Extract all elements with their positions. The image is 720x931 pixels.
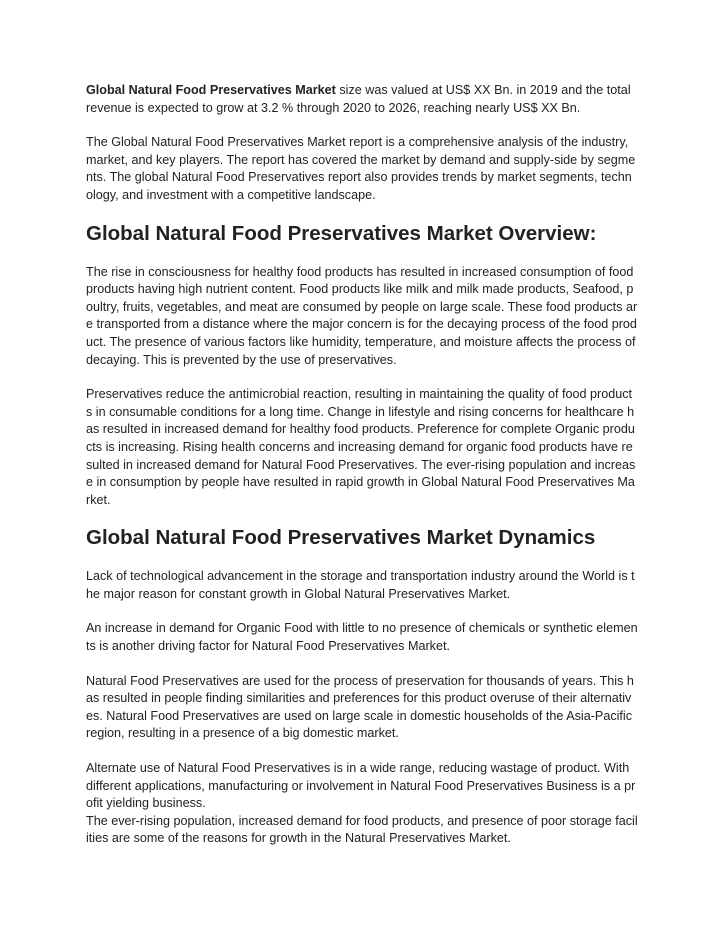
- overview-paragraph-2: Preservatives reduce the antimicrobial reaction, resulting in maintaining the quality of food products in consumable conditions for a long time. Change in lifestyle and rising concerns for healthcare has resulted in increased demand for healthy food products. Preference for complete Organic products is increasing. Rising health concerns and increasing demand for organic food products have resulted in increased demand for Natural Food Preservatives. The ever-rising population and increase in consumption by people have resulted in rapid growth in Global Natural Food Preservatives Market.: [86, 387, 636, 507]
- summary-paragraph: The Global Natural Food Preservatives Market report is a comprehensive analysis of the industry, market, and key players. The report has covered the market by demand and supply-side by segments. The global Natural Food Preservatives report also provides trends by market segments, technology, and investment with a competitive landscape.: [86, 135, 636, 202]
- dynamics-paragraph-5: The ever-rising population, increased demand for food products, and presence of poor storage facilities are some of the reasons for growth in the Natural Preservatives Market.: [86, 813, 638, 846]
- overview-paragraph-1: The rise in consciousness for healthy food products has resulted in increased consumption of food products having high nutrient content. Food products like milk and milk made products, Seafood, poultry, fruits, vegetables, and meat are consumed by people on large scale. These food products are transported from a distance where the major concern is for the decaying process of the food product. The presence of various factors like humidity, temperature, and moisture affects the process of decaying. This is prevented by the use of preservatives.: [86, 264, 638, 367]
- intro-bold-lead: Global Natural Food Preservatives Market: [86, 83, 336, 97]
- dynamics-paragraph-2: An increase in demand for Organic Food with little to no presence of chemicals or synthetic elements is another driving factor for Natural Food Preservatives Market.: [86, 621, 638, 654]
- dynamics-heading: Global Natural Food Preservatives Market Dynamics: [86, 526, 596, 550]
- document-body: [86, 82, 638, 848]
- dynamics-paragraph-3: Natural Food Preservatives are used for the process of preservation for thousands of years. This has resulted in people finding similarities and preferences for this product overuse of their alternatives. Natural Food Preservatives are used on large scale in domestic households of the Asia-Pacific region, resulting in a presence of a big domestic market.: [86, 673, 634, 741]
- intro-text: size was valued at US$ XX Bn. in 2019 and the total revenue is expected to grow at 3.2 % through 2020 to 2026, reaching nearly US$ XX Bn.: [86, 83, 631, 115]
- dynamics-paragraph-1: Lack of technological advancement in the storage and transportation industry around the World is the major reason for constant growth in Global Natural Preservatives Market.: [86, 569, 635, 601]
- overview-heading: Global Natural Food Preservatives Market Overview:: [86, 221, 597, 245]
- intro-paragraph: [86, 82, 638, 117]
- dynamics-paragraph-4: Alternate use of Natural Food Preservatives is in a wide range, reducing wastage of product. With different applications, manufacturing or involvement in Natural Food Preservatives Business is a profit yielding business.: [86, 761, 636, 811]
